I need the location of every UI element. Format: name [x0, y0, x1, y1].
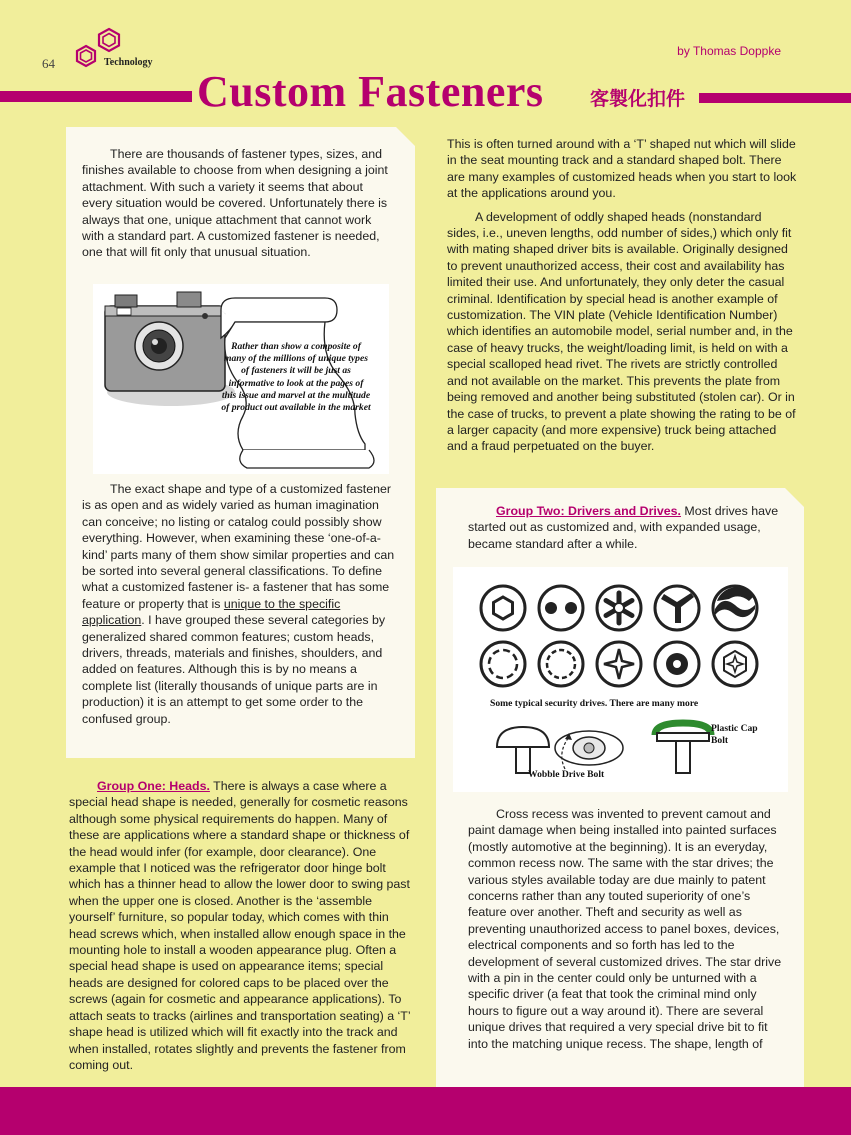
tri-lobe-drive-icon [655, 642, 699, 686]
page-title-chinese: 客製化扣件 [590, 89, 686, 110]
six-lobe-drive-icon [539, 642, 583, 686]
page-number: 64 [42, 56, 55, 71]
scroll-caption: Rather than show a composite of many of the millions of unique types of fasteners it will be just as informative to look at the pages of this issue and marvel at the multitude of product out available in the market [221, 341, 371, 414]
security-drives-illustration [453, 567, 788, 792]
star-pin-drive-icon [597, 586, 641, 630]
paragraph [82, 481, 400, 727]
section-label: Technology [104, 57, 153, 68]
group-one-section [69, 778, 413, 1073]
panel-corner-fold-icon [396, 127, 416, 147]
intro-paragraph [82, 146, 394, 261]
panel-corner-fold-icon [785, 488, 805, 508]
group-two-heading: Group Two: Drivers and Drives. [496, 504, 681, 518]
tri-wing-drive-icon [655, 586, 699, 630]
byline: by Thomas Doppke [677, 44, 781, 58]
paragraph [468, 503, 786, 552]
paragraph [69, 778, 413, 1073]
classification-paragraph [82, 481, 400, 727]
hex-drive-icon [481, 586, 525, 630]
underlined-phrase: unique to the specific application [82, 596, 341, 628]
paragraph: A development of oddly shaped heads (nonstandard sides, i.e., uneven lengths, odd number of sides,) which only fit with mating shaped driver bits is available. Originally designed to prevent unauthorized access, their cost and availability has limited their use. And unfortunately, they only deter the casual criminal. Identification by special head is another example of customization. The VIN plate (Vehicle Identification Number) which identifies an automobile model, serial number and, in the case of heavy trucks, the weight/loading limit, is held on with a special scalloped head rivet. The rivets are strictly controlled and not available on the market. This prevents the plate from being removed and another being substituted (stolen car). Or in the case of trucks, to prevent a plate showing the rating to be of a larger capacity (and more expensive) truck being attached and a fraud perpetuated on the buyer. [447, 209, 796, 454]
group-one-heading: Group One: Heads. [97, 779, 210, 793]
paragraph-text: There is always a case where a special head shape is needed, generally for cosmetic reasons although some physical requirements do happen. Many of these are applications where a standard shape or thickness of the head would infer (for example, door clearance). One example that I noticed was the refrigerator door hinge bolt which has a thinner head to allow the lower door to swing past when the upper one is closed. Another is the ‘assemble yourself’ furniture, so popular today, which comes with thin head screws which, when installed allow enough space in the mounting hole to install a wooden appearance plug. Often a special head shape is used on appearance items; special heads are designed for colored caps to be placed over the screws (again for cosmetic and appearance applications). To attach seats to tracks (airlines and transportation seating) a ‘T’ shape head is utilized which will fit exactly into the track and when installed, rotates slightly and prevents the fastener from coming out. [69, 779, 411, 1072]
paragraph: There are thousands of fastener types, sizes, and finishes available to choose from when designing a joint attachment. With such a variety it seems that about every situation would be covered. Unfortunately there is always that one, unique attachment that cannot work with a standard part. A customized fastener is needed, one that will fit only that unusual situation. [82, 147, 388, 260]
title-rule-left [0, 91, 192, 102]
footer-bar [0, 1087, 851, 1135]
plastic-cap-bolt-icon [655, 723, 711, 773]
paragraph: Cross recess was invented to prevent camout and paint damage when being installed into painted surfaces (mostly automotive at the beginning). It is an everyday, common recess now. The same with the star drives; the various styles available today are due mainly to patent concerns rather than any touted superiority of one’s feature over another. Theft and security as well as preventing unauthorized access to panel boxes, devices, electrical components and so forth has led to the development of several customized drives. The star drive with a pin in the center could only be unturned with a specific driver (a feat that took the criminal mind only hours to figure out a way around it). There are several unique drives that required a very special drive bit to fit into the matching unique recess. The shape, length of [468, 807, 782, 1051]
two-pin-drive-icon [539, 586, 583, 630]
paragraph-text: The exact shape and type of a customized fastener is as open and as widely varied as human imagination can conceive; no listing or catalog could possibly show everything. However, when examining these ‘one-of-a-kind’ parts many of them show similar properties and can be sorted into several general classifications. To define what a customized fastener is- a fastener that has some feature or property that is [82, 482, 395, 611]
paragraph-text: . I have grouped these several categories by generalized shared common features; custom heads, drivers, threads, materials and finishes, shoulders, and added on features. Although this is by no means a complete list (literally thousands of unique parts are in production) it is an attempt to get some order to the confused group. [82, 613, 386, 726]
title-rule-right [699, 93, 851, 103]
group-two-section [468, 503, 786, 552]
wobble-bolt-icon [497, 727, 549, 773]
spanner-cross-drive-icon [713, 642, 757, 686]
cross-pin-drive-icon [597, 642, 641, 686]
figure-caption: Some typical security drives. There are many more [490, 698, 699, 709]
paragraph: This is often turned around with a ‘T’ shaped nut which will slide in the seat mounting track and a standard shaped bolt. There are many examples of customized heads when you start to look at the applications around you. [447, 137, 797, 201]
wobble-drive-head-icon [555, 731, 623, 769]
page-title: Custom Fasteners [197, 67, 544, 116]
plastic-cap-label: Plastic Cap [711, 723, 758, 734]
cross-recess-paragraph [468, 806, 786, 1052]
wobble-bolt-label: Wobble Drive Bolt [528, 769, 605, 780]
plastic-cap-label: Bolt [711, 735, 729, 746]
camera-scroll-illustration [93, 284, 389, 474]
t-nut-paragraph [447, 136, 797, 455]
scalloped-drive-icon [481, 642, 525, 686]
paragraph-text: Most drives have started out as customized and, with expanded usage, became standard after a while. [468, 504, 779, 551]
one-way-drive-icon [713, 586, 757, 630]
